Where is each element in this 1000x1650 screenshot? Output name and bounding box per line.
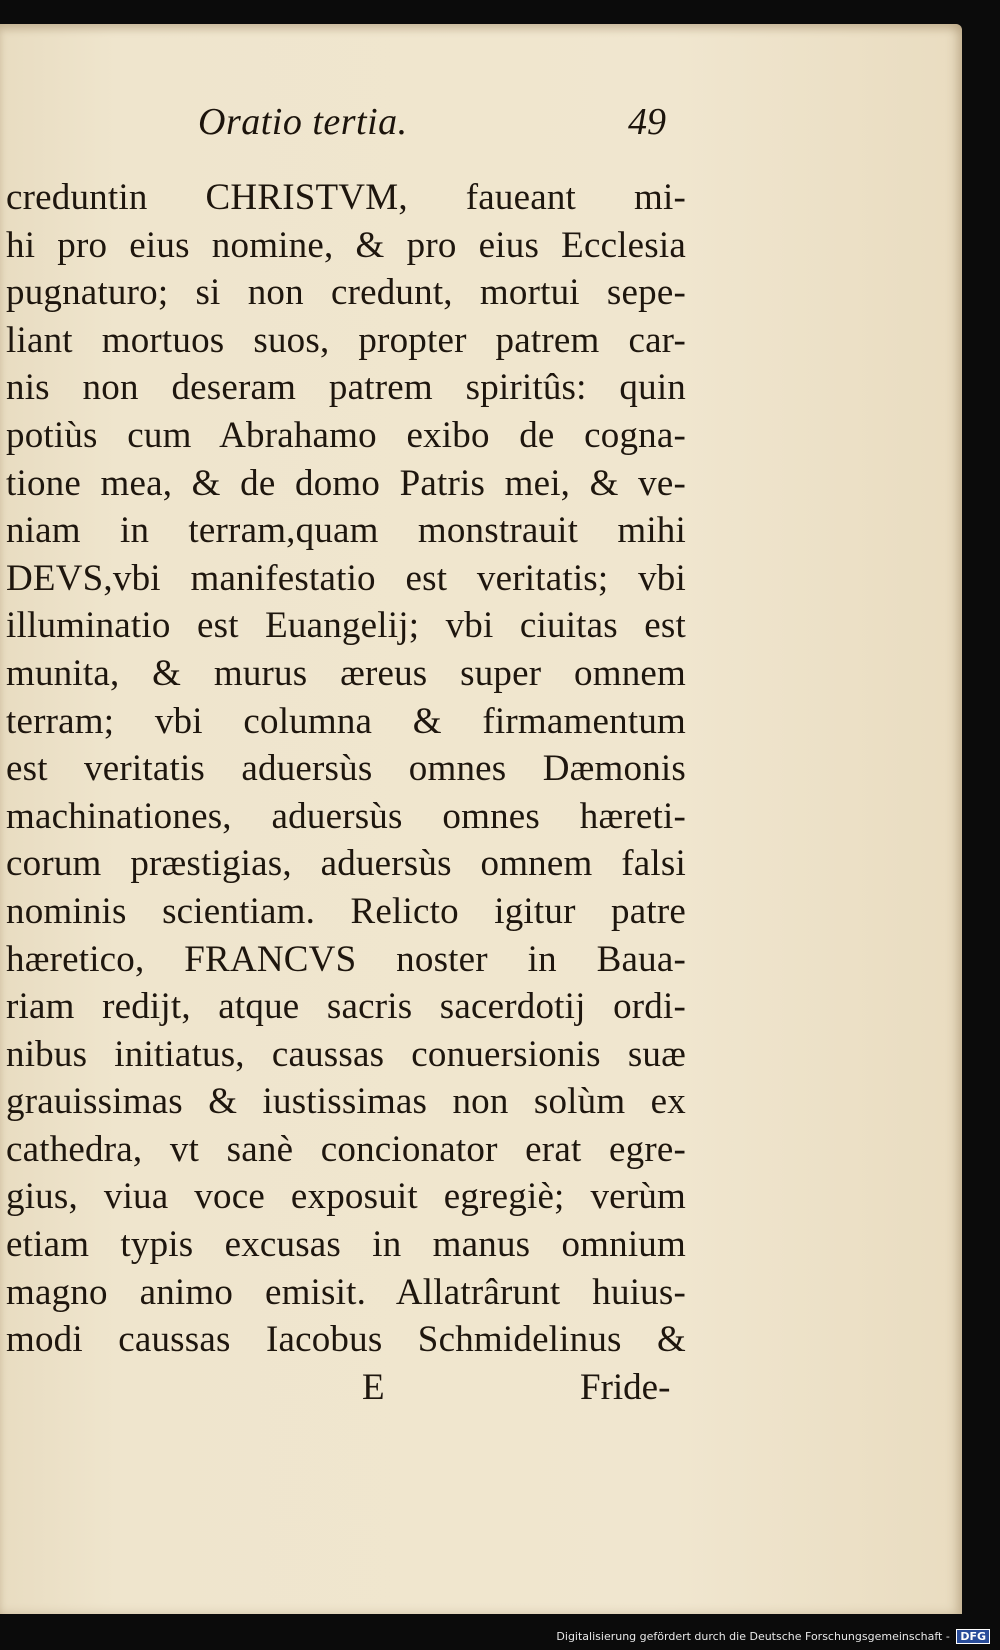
text-line: DEVS,vbi manifestatio est veritatis; vbi (6, 557, 686, 599)
text-line: magno animo emisit. Allatrârunt huius- (6, 1271, 686, 1313)
text-line: machinationes, aduersùs omnes hæreti- (6, 795, 686, 837)
running-head (0, 100, 962, 150)
catchword: Fride- (580, 1367, 671, 1408)
text-line: pugnaturo; si non credunt, mortui sepe- (6, 272, 686, 314)
text-line: riam redijt, atque sacris sacerdotij ordi- (6, 986, 686, 1028)
text-line: nominis scientiam. Relicto igitur patre (6, 890, 686, 932)
text-line: illuminatio est Euangelij; vbi ciuitas est (6, 605, 686, 647)
text-line: grauissimas & iustissimas non solùm ex (6, 1081, 686, 1123)
text-line: terram; vbi columna & firmamentum (6, 700, 686, 742)
text-line: etiam typis excusas in manus omnium (6, 1224, 686, 1266)
page-footer (0, 1366, 962, 1416)
text-line: modi caussas Iacobus Schmidelinus & (6, 1319, 686, 1361)
credit-text: Digitalisierung gefördert durch die Deutsche Forschungsgemeinschaft - (556, 1630, 950, 1643)
text-line: liant mortuos suos, propter patrem car- (6, 319, 686, 361)
text-line: hi pro eius nomine, & pro eius Ecclesia (6, 224, 686, 266)
book-page (0, 24, 962, 1614)
text-line: nibus initiatus, caussas conuersionis suæ (6, 1033, 686, 1075)
text-line: gius, viua voce exposuit egregiè; verùm (6, 1176, 686, 1218)
text-line: est veritatis aduersùs omnes Dæmonis (6, 748, 686, 790)
text-line: cathedra, vt sanè concionator erat egre- (6, 1128, 686, 1170)
digitization-credit (556, 1629, 990, 1644)
text-line: nis non deseram patrem spiritûs: quin (6, 367, 686, 409)
text-line: tione mea, & de domo Patris mei, & ve- (6, 462, 686, 504)
text-line: niam in terram,quam monstrauit mihi (6, 510, 686, 552)
dfg-logo: DFG (956, 1629, 990, 1644)
text-line: hæretico, FRANCVS noster in Bauа- (6, 938, 686, 980)
text-line: munita, & murus æreus super omnem (6, 652, 686, 694)
text-line: corum præstigias, aduersùs omnem falsi (6, 843, 686, 885)
signature-mark: E (362, 1367, 385, 1408)
page-number: 49 (628, 101, 666, 143)
text-line: creduntin CHRISTVM, faueant mi- (6, 177, 686, 218)
body-text (6, 174, 686, 1364)
text-line: potiùs cum Abrahamo exibo de cogna- (6, 414, 686, 456)
running-head-title: Oratio tertia. (198, 101, 408, 143)
